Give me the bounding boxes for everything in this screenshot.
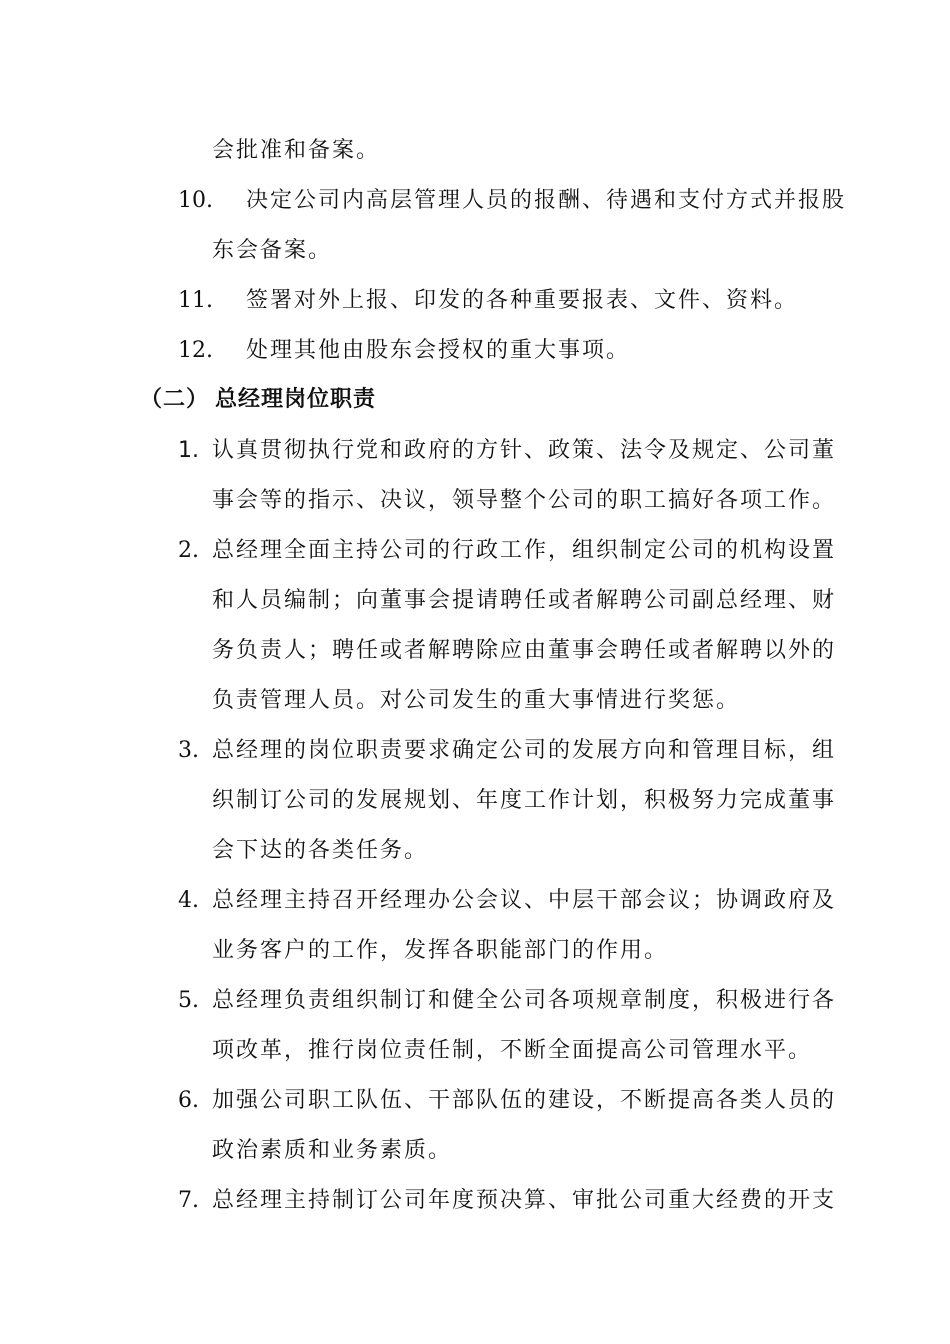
item-text-line: 事会等的指示、决议，领导整个公司的职工搞好各项工作。 xyxy=(212,488,837,513)
item-number: 12. xyxy=(178,338,213,363)
item-text-line: 负责管理人员。对公司发生的重大事情进行奖惩。 xyxy=(212,688,741,713)
item-number: 11. xyxy=(178,288,213,313)
item-text-line: 织制订公司的发展规划、年度工作计划，积极努力完成董事 xyxy=(212,788,837,813)
item-text-line: 决定公司内高层管理人员的报酬、待遇和支付方式并报股 xyxy=(246,188,847,213)
item-text-line: 总经理的岗位职责要求确定公司的发展方向和管理目标，组 xyxy=(212,738,837,763)
item-text-line: 签署对外上报、印发的各种重要报表、文件、资料。 xyxy=(246,288,799,313)
item-text-line: 务负责人；聘任或者解聘除应由董事会聘任或者解聘以外的 xyxy=(212,638,837,663)
item-text-line: 东会备案。 xyxy=(212,238,333,263)
item-text-line: 总经理负责组织制订和健全公司各项规章制度，积极进行各 xyxy=(212,988,837,1013)
item-number: 6. xyxy=(178,1088,199,1113)
section-title: 总经理岗位职责 xyxy=(215,387,377,412)
item-number: 7. xyxy=(178,1188,199,1213)
item-number: 2. xyxy=(178,538,199,563)
item-number: 5. xyxy=(178,988,199,1013)
item-number: 3. xyxy=(178,738,199,763)
continuation-text: 会批准和备案。 xyxy=(212,138,381,163)
section-heading xyxy=(140,385,376,415)
item-text-line: 认真贯彻执行党和政府的方针、政策、法令及规定、公司董 xyxy=(212,438,837,463)
item-number: 1. xyxy=(178,438,199,463)
item-text-line: 和人员编制；向董事会提请聘任或者解聘公司副总经理、财 xyxy=(212,588,837,613)
item-text-line: 总经理主持召开经理办公会议、中层干部会议；协调政府及 xyxy=(212,888,837,913)
item-text-line: 业务客户的工作，发挥各职能部门的作用。 xyxy=(212,938,669,963)
item-number: 10. xyxy=(178,188,213,213)
item-text-line: 总经理全面主持公司的行政工作，组织制定公司的机构设置 xyxy=(212,538,837,563)
item-text-line: 项改革，推行岗位责任制，不断全面提高公司管理水平。 xyxy=(212,1038,813,1063)
section-marker: （二） xyxy=(140,387,210,412)
item-text-line: 处理其他由股东会授权的重大事项。 xyxy=(246,338,631,363)
item-text-line: 总经理主持制订公司年度预决算、审批公司重大经费的开支 xyxy=(212,1188,837,1213)
item-text-line: 加强公司职工队伍、干部队伍的建设，不断提高各类人员的 xyxy=(212,1088,837,1113)
item-text-line: 政治素质和业务素质。 xyxy=(212,1138,453,1163)
item-text-line: 会下达的各类任务。 xyxy=(212,838,429,863)
item-number: 4. xyxy=(178,888,199,913)
